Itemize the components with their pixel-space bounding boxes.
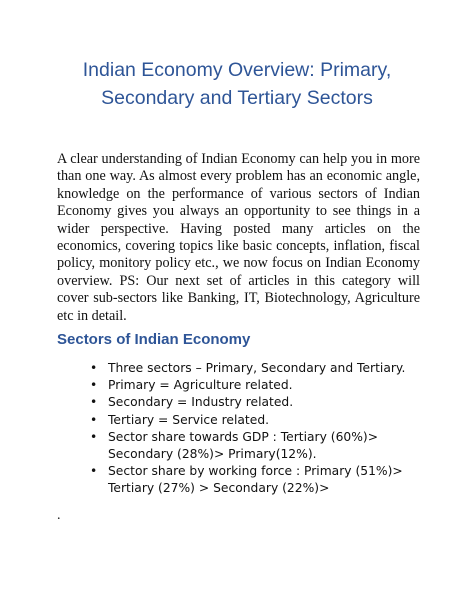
bullet-marker: • (90, 464, 98, 479)
bullet-item (90, 360, 435, 377)
bullet-text: Sector share by working force : Primary (51%)> Tertiary (27%) > Secondary (22%)> (108, 464, 403, 496)
document-title (40, 56, 434, 112)
bullet-text: Secondary = Industry related. (108, 395, 294, 410)
bullet-item (90, 412, 435, 429)
bullet-marker: • (90, 412, 98, 427)
intro-paragraph: A clear understanding of Indian Economy can help you in more than one way. As almost every problem has an economic angle, knowledge on the performance of various sectors of Indian Economy gives you always an opportunity to see things in a wider perspective. Having posted many articles on the economics, covering topics like basic concepts, inflation, fiscal policy, monitory policy etc., we now focus on Indian Economy overview. PS: Our next set of articles in this category will cover sub-sectors like Banking, IT, Biotechnology, Agriculture etc in detail. (57, 151, 420, 324)
bullet-item (90, 377, 435, 394)
title-line-2: Secondary and Tertiary Sectors (101, 87, 373, 109)
trailing-period: . (57, 508, 61, 523)
title-line-1: Indian Economy Overview: Primary, (82, 59, 392, 81)
bullet-text: Tertiary = Service related. (108, 412, 270, 427)
bullet-text: Three sectors – Primary, Secondary and Tertiary. (108, 361, 406, 375)
bullet-item (90, 394, 435, 411)
sector-bullet-list (90, 360, 435, 498)
bullet-item (90, 429, 435, 463)
bullet-marker: • (90, 378, 98, 393)
bullet-item (90, 463, 435, 497)
bullet-text: Sector share towards GDP : Tertiary (60%)> Secondary (28%)> Primary(12%). (108, 429, 378, 462)
bullet-marker: • (90, 429, 98, 444)
bullet-marker: • (90, 395, 98, 410)
bullet-marker: • (90, 361, 98, 375)
bullet-text: Primary = Agriculture related. (108, 378, 293, 393)
section-heading: Sectors of Indian Economy (57, 331, 251, 348)
